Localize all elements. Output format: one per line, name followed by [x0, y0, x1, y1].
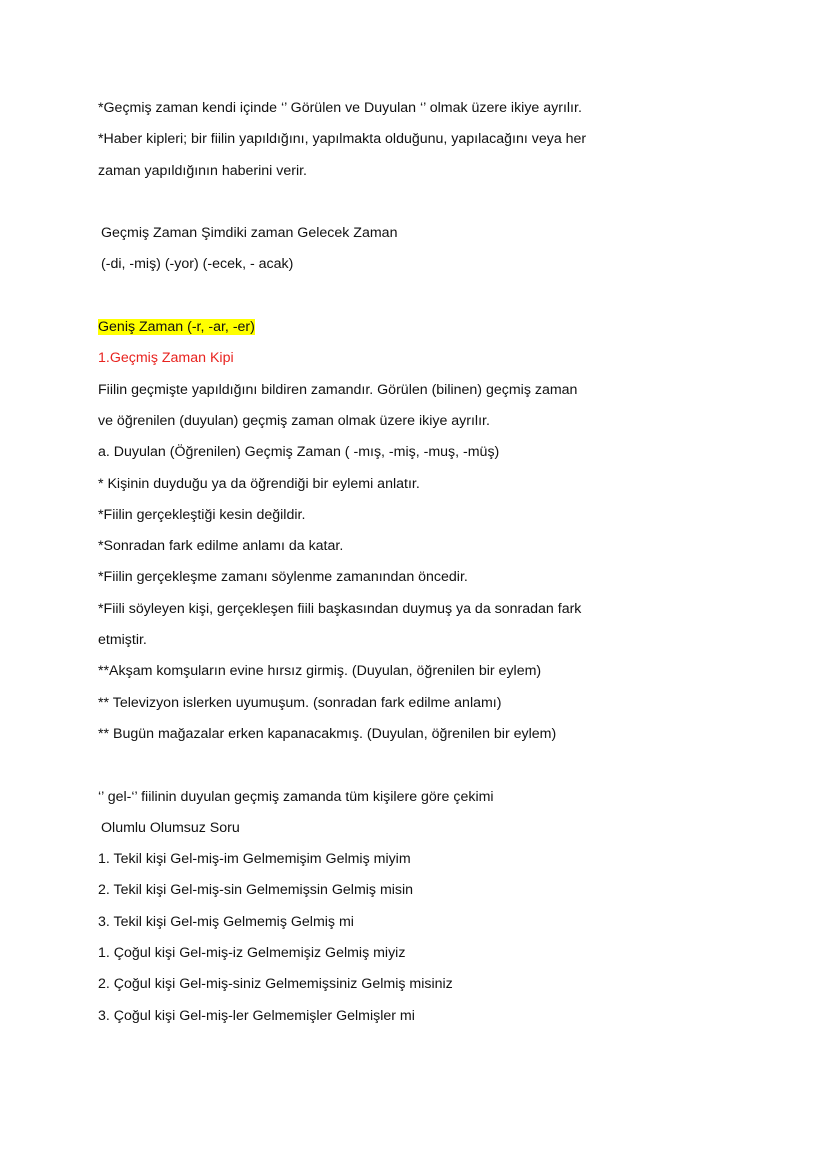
tense-suffixes-row: (-di, -miş) (-yor) (-ecek, - acak)	[101, 256, 294, 273]
example-1: **Akşam komşuların evine hırsız girmiş. (Duyulan, öğrenilen bir eylem)	[98, 663, 542, 680]
conjugation-row-3: 3. Tekil kişi Gel-miş Gelmemiş Gelmiş mi	[98, 913, 354, 930]
bullet-1: * Kişinin duyduğu ya da öğrendiği bir eylemi anlatır.	[98, 475, 420, 492]
note-news-moods-line-1: *Haber kipleri; bir fiilin yapıldığını, yapılmakta olduğunu, yapılacağını veya her	[98, 131, 587, 148]
conjugation-header: Olumlu Olumsuz Soru	[101, 819, 240, 836]
bullet-2: *Fiilin gerçekleştiği kesin değildir.	[98, 506, 306, 523]
blank-line	[98, 284, 758, 315]
highlighted-aorist-heading: Geniş Zaman (-r, -ar, -er)	[98, 319, 255, 336]
subheading-reported-past: a. Duyulan (Öğrenilen) Geçmiş Zaman ( -mış, -miş, -muş, -müş)	[98, 444, 500, 461]
section-heading-past-tense: 1.Geçmiş Zaman Kipi	[98, 350, 234, 367]
tense-names-row: Geçmiş Zaman Şimdiki zaman Gelecek Zaman	[101, 225, 398, 242]
example-2: ** Televizyon islerken uyumuşum. (sonradan fark edilme anlamı)	[98, 694, 502, 711]
bullet-4: *Fiilin gerçekleşme zamanı söylenme zamanından öncedir.	[98, 569, 468, 586]
note-past-tense-types: *Geçmiş zaman kendi içinde ‘’ Görülen ve Duyulan ‘’ olmak üzere ikiye ayrılır.	[98, 100, 582, 116]
bullet-3: *Sonradan fark edilme anlamı da katar.	[98, 538, 344, 555]
blank-line	[98, 190, 758, 221]
example-3: ** Bugün mağazalar erken kapanacakmış. (Duyulan, öğrenilen bir eylem)	[98, 725, 557, 742]
conjugation-row-4: 1. Çoğul kişi Gel-miş-iz Gelmemişiz Gelmiş miyiz	[98, 945, 406, 962]
note-news-moods-line-2: zaman yapıldığının haberini verir.	[98, 162, 307, 179]
conjugation-row-2: 2. Tekil kişi Gel-miş-sin Gelmemişsin Gelmiş misin	[98, 882, 414, 899]
conjugation-row-6: 3. Çoğul kişi Gel-miş-ler Gelmemişler Gelmişler mi	[98, 1007, 415, 1024]
definition-line-1: Fiilin geçmişte yapıldığını bildiren zamandır. Görülen (bilinen) geçmiş zaman	[98, 381, 578, 398]
conjugation-intro: ‘’ gel-‘’ fiilinin duyulan geçmiş zamanda tüm kişilere göre çekimi	[98, 788, 494, 805]
blank-line	[98, 753, 758, 784]
conjugation-row-5: 2. Çoğul kişi Gel-miş-siniz Gelmemişsiniz Gelmiş misiniz	[98, 976, 453, 993]
aorist-heading-line	[98, 315, 758, 346]
definition-line-2: ve öğrenilen (duyulan) geçmiş zaman olmak üzere ikiye ayrılır.	[98, 412, 490, 429]
bullet-5-line-2: etmiştir.	[98, 632, 147, 649]
conjugation-row-1: 1. Tekil kişi Gel-miş-im Gelmemişim Gelmiş miyim	[98, 851, 411, 868]
bullet-5-line-1: *Fiili söyleyen kişi, gerçekleşen fiili başkasından duymuş ya da sonradan fark	[98, 600, 582, 617]
document-body	[98, 96, 758, 1035]
